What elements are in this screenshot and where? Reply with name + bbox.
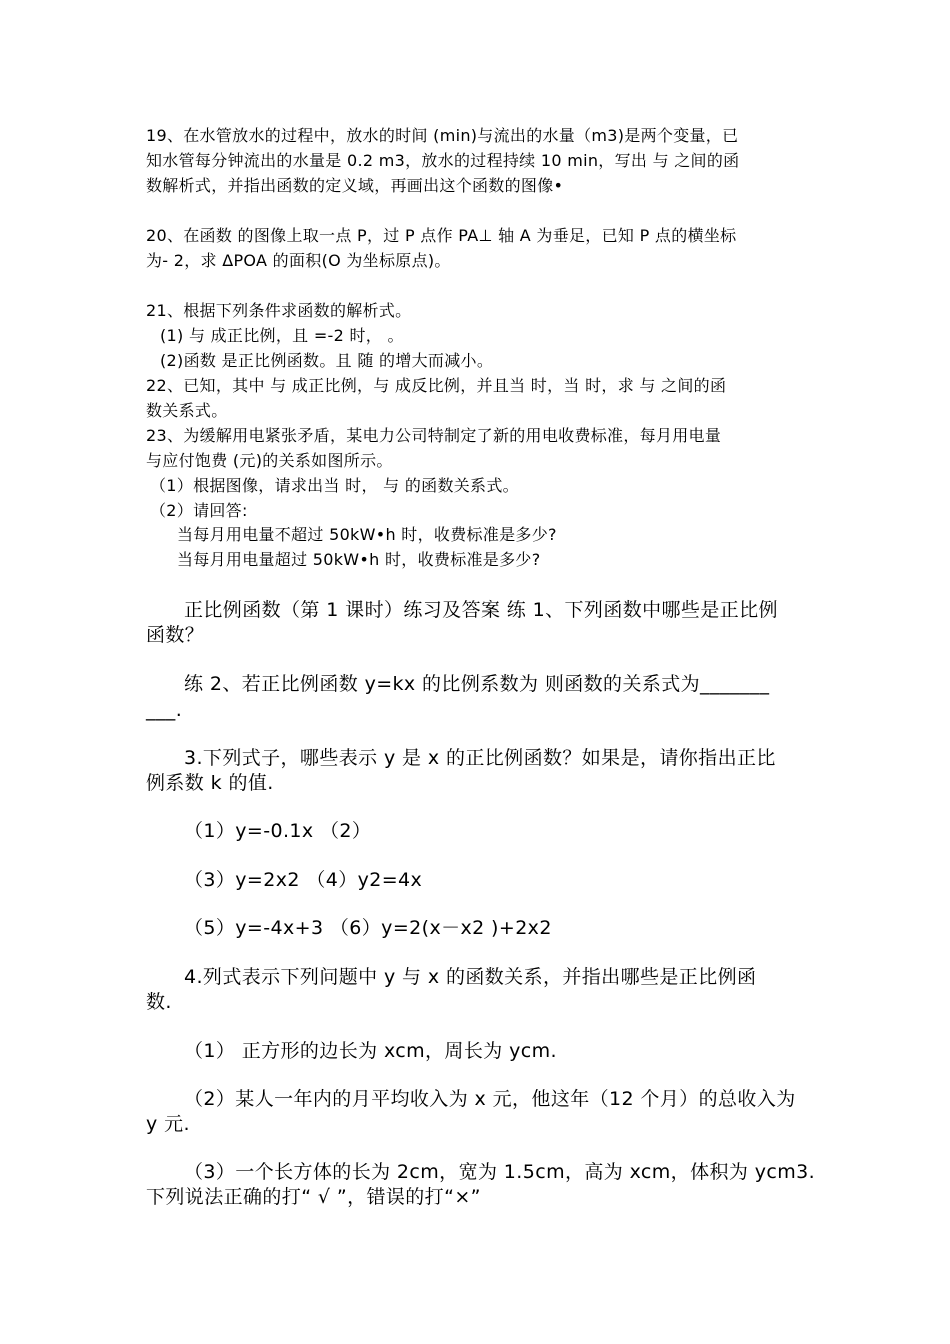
problem-23-line-2: 与应付饱费 (元)的关系如图所示。: [146, 451, 393, 470]
problem-22-line-1: 22、已知，其中 与 成正比例，与 成反比例，并且当 时，当 时，求 与 之间的函: [146, 376, 727, 395]
exercise-2-line-2: ___.: [146, 699, 183, 721]
problem-20-line-1: 20、在函数 的图像上取一点 P，过 P 点作 PA⊥ 轴 A 为垂足，已知 P 点的横坐标: [146, 226, 737, 245]
problem-23-part-1: （1）根据图像，请求出当 时， 与 的函数关系式。: [150, 476, 519, 495]
problem-19-line-3: 数解析式，并指出函数的定义域，再画出这个函数的图像•: [146, 176, 564, 195]
exercise-3-item-3-4: （3）y=2x2 （4）y2=4x: [184, 869, 423, 891]
exercise-4-part-1: （1） 正方形的边长为 xcm，周长为 ycm.: [184, 1040, 557, 1062]
exercise-4-line-1: 4.列式表示下列问题中 y 与 x 的函数关系，并指出哪些是正比例函: [184, 966, 757, 988]
problem-21-part-2: (2)函数 是正比例函数。且 随 的增大而减小。: [160, 351, 494, 370]
problem-19-line-1: 19、在水管放水的过程中，放水的时间 (min)与流出的水量（m3)是两个变量，已: [146, 126, 739, 145]
problem-23-part-2: （2）请回答:: [150, 501, 248, 520]
exercise-3-item-1-2: （1）y=-0.1x （2）: [184, 820, 372, 842]
exercise-3-line-1: 3.下列式子，哪些表示 y 是 x 的正比例函数？如果是，请你指出正比: [184, 747, 776, 769]
problem-22-line-2: 数关系式。: [146, 401, 228, 420]
problem-21-title: 21、根据下列条件求函数的解析式。: [146, 301, 412, 320]
exercise-3-line-2: 例系数 k 的值.: [146, 772, 274, 794]
exercise-4-line-2: 数.: [146, 991, 172, 1013]
exercise-4-part-2-line-2: y 元.: [146, 1113, 190, 1135]
problem-23-question-b: 当每月用电量超过 50kW•h 时，收费标准是多少?: [177, 550, 541, 569]
problem-20-line-2: 为- 2，求 ΔPOA 的面积(O 为坐标原点)。: [146, 251, 451, 270]
judgement-instructions: 下列说法正确的打“ √ ”，错误的打“×”: [146, 1186, 481, 1208]
problem-19-line-2: 知水管每分钟流出的水量是 0.2 m3，放水的过程持续 10 min，写出 与 之间的函: [146, 151, 740, 170]
problem-23-line-1: 23、为缓解用电紧张矛盾，某电力公司特制定了新的用电收费标准，每月用电量: [146, 426, 722, 445]
exercise-2-line-1: 练 2、若正比例函数 y=kx 的比例系数为 则函数的关系式为_______: [184, 673, 770, 695]
problem-21-part-1: (1) 与 成正比例，且 =-2 时， 。: [160, 326, 404, 345]
exercise-4-part-3: （3）一个长方体的长为 2cm，宽为 1.5cm，高为 xcm，体积为 ycm3.: [184, 1161, 816, 1183]
exercise-1-line-1: 正比例函数（第 1 课时）练习及答案 练 1、下列函数中哪些是正比例: [184, 599, 778, 621]
exercise-1-line-2: 函数？: [146, 624, 205, 646]
exercise-4-part-2-line-1: （2）某人一年内的月平均收入为 x 元，他这年（12 个月）的总收入为: [184, 1088, 796, 1110]
problem-23-question-a: 当每月用电量不超过 50kW•h 时，收费标准是多少?: [177, 525, 557, 544]
exercise-3-item-5-6: （5）y=-4x+3 （6）y=2(x－x2 )+2x2: [184, 917, 552, 939]
